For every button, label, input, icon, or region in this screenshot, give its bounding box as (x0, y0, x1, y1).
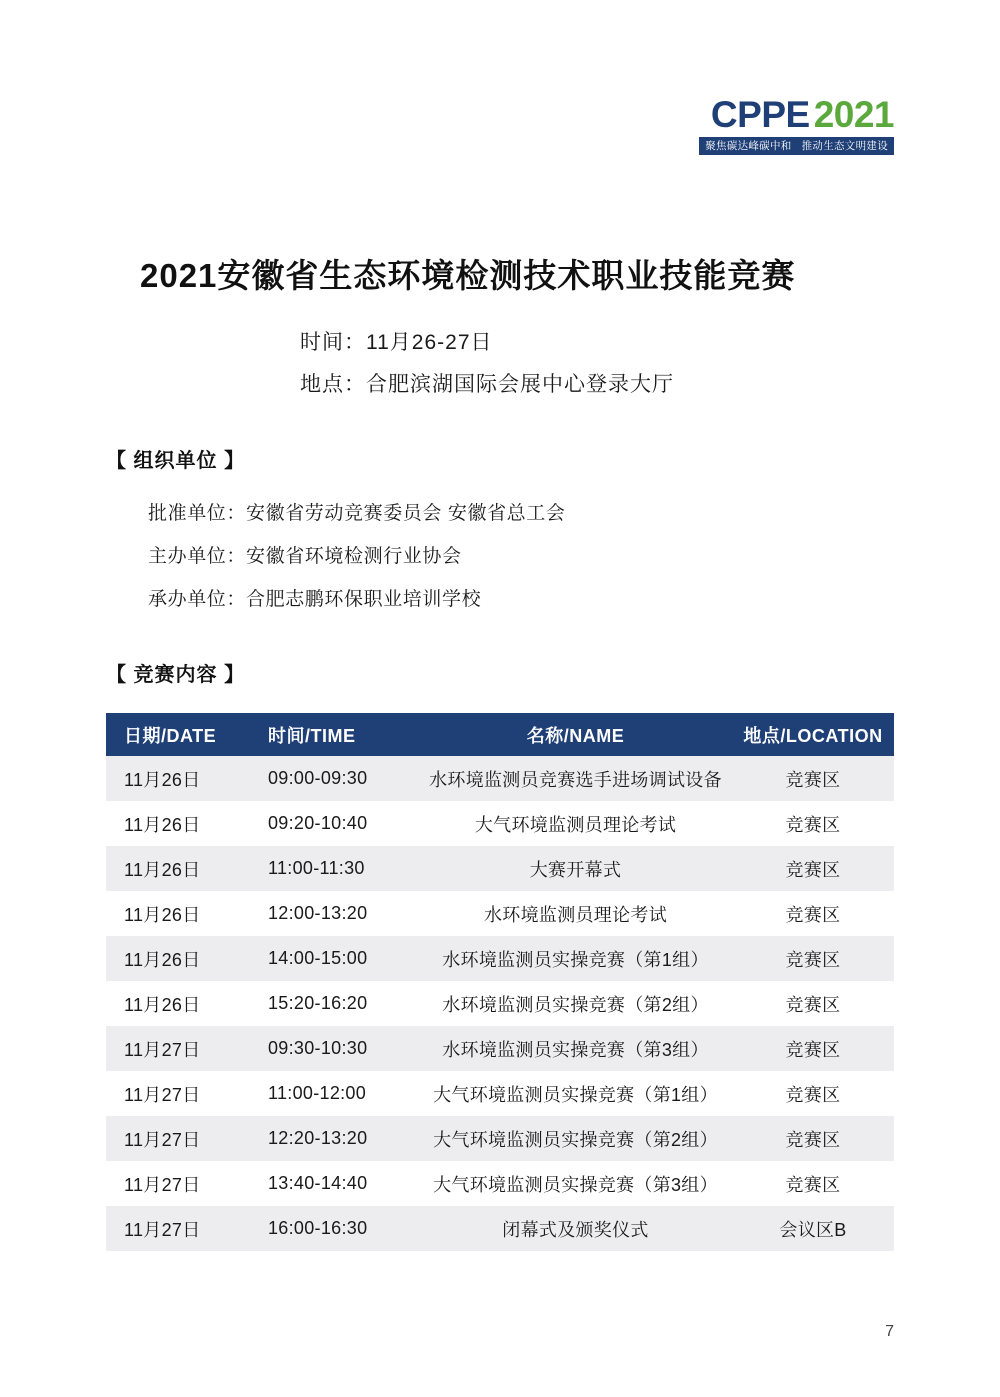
event-time-line: 时间：11月26-27日 (300, 331, 493, 354)
cell-location: 竞赛区 (732, 1161, 894, 1206)
cell-date: 11月27日 (106, 1161, 260, 1206)
cell-name: 水环境监测员实操竞赛（第2组） (419, 981, 732, 1026)
organizer-item: 主办单位：安徽省环境检测行业协会 (148, 546, 462, 567)
cell-date: 11月26日 (106, 891, 260, 936)
schedule-table (106, 713, 894, 1251)
table-row (106, 891, 894, 936)
event-meta (300, 322, 674, 406)
cell-location: 竞赛区 (732, 891, 894, 936)
cell-date: 11月27日 (106, 1206, 260, 1251)
cell-name: 水环境监测员实操竞赛（第3组） (419, 1026, 732, 1071)
logo-wordmark (699, 96, 894, 133)
cell-location: 竞赛区 (732, 846, 894, 891)
cell-date: 11月26日 (106, 936, 260, 981)
page-title: 2021安徽省生态环境检测技术职业技能竞赛 (140, 257, 796, 295)
column-header-location: 地点/LOCATION (732, 713, 894, 756)
event-place-line: 地点：合肥滨湖国际会展中心登录大厅 (300, 373, 674, 396)
cell-date: 11月26日 (106, 801, 260, 846)
cell-name: 大气环境监测员实操竞赛（第2组） (419, 1116, 732, 1161)
schedule-table-wrap (106, 713, 894, 1251)
table-row (106, 1161, 894, 1206)
cell-name: 水环境监测员竞赛选手进场调试设备 (419, 756, 732, 801)
logo-year-text: 2021 (813, 94, 894, 135)
table-row (106, 981, 894, 1026)
table-row (106, 1206, 894, 1251)
cell-time: 09:20-10:40 (260, 801, 419, 846)
organizer-list (148, 492, 565, 621)
cell-location: 竞赛区 (732, 1116, 894, 1161)
table-header-row (106, 713, 894, 756)
section-heading-organizers: 【 组织单位 】 (106, 450, 246, 472)
logo-brand-text: CPPE (710, 94, 810, 135)
cell-time: 15:20-16:20 (260, 981, 419, 1026)
cell-time: 14:00-15:00 (260, 936, 419, 981)
cell-location: 竞赛区 (732, 936, 894, 981)
cell-location: 会议区B (732, 1206, 894, 1251)
table-row (106, 756, 894, 801)
cell-name: 闭幕式及颁奖仪式 (419, 1206, 732, 1251)
cell-time: 11:00-12:00 (260, 1071, 419, 1116)
logo-tagline-left: 聚焦碳达峰碳中和 (705, 140, 792, 152)
page-number: 7 (885, 1323, 894, 1340)
table-row (106, 801, 894, 846)
table-row (106, 1071, 894, 1116)
cell-time: 13:40-14:40 (260, 1161, 419, 1206)
cell-location: 竞赛区 (732, 1071, 894, 1116)
cell-name: 大气环境监测员理论考试 (419, 801, 732, 846)
cppe-logo (699, 96, 894, 155)
cell-time: 09:30-10:30 (260, 1026, 419, 1071)
logo-tagline-bar (699, 137, 894, 155)
cell-location: 竞赛区 (732, 801, 894, 846)
cell-time: 12:00-13:20 (260, 891, 419, 936)
cell-location: 竞赛区 (732, 1026, 894, 1071)
cell-name: 水环境监测员实操竞赛（第1组） (419, 936, 732, 981)
cell-date: 11月26日 (106, 756, 260, 801)
column-header-name: 名称/NAME (419, 713, 732, 756)
table-body (106, 756, 894, 1251)
table-row (106, 846, 894, 891)
cell-location: 竞赛区 (732, 756, 894, 801)
cell-date: 11月26日 (106, 846, 260, 891)
section-heading-content: 【 竞赛内容 】 (106, 664, 246, 686)
table-row (106, 1116, 894, 1161)
organizer-item: 承办单位：合肥志鹏环保职业培训学校 (148, 589, 482, 610)
cell-date: 11月27日 (106, 1116, 260, 1161)
cell-time: 09:00-09:30 (260, 756, 419, 801)
table-head (106, 713, 894, 756)
cell-name: 水环境监测员理论考试 (419, 891, 732, 936)
cell-time: 11:00-11:30 (260, 846, 419, 891)
logo-tagline-right: 推动生态文明建设 (801, 140, 888, 152)
cell-name: 大气环境监测员实操竞赛（第3组） (419, 1161, 732, 1206)
cell-time: 12:20-13:20 (260, 1116, 419, 1161)
cell-name: 大赛开幕式 (419, 846, 732, 891)
column-header-date: 日期/DATE (106, 713, 260, 756)
table-row (106, 1026, 894, 1071)
cell-name: 大气环境监测员实操竞赛（第1组） (419, 1071, 732, 1116)
cell-time: 16:00-16:30 (260, 1206, 419, 1251)
cell-date: 11月26日 (106, 981, 260, 1026)
cell-date: 11月27日 (106, 1026, 260, 1071)
column-header-time: 时间/TIME (260, 713, 419, 756)
cell-date: 11月27日 (106, 1071, 260, 1116)
organizer-item: 批准单位：安徽省劳动竞赛委员会 安徽省总工会 (148, 503, 566, 524)
table-row (106, 936, 894, 981)
cell-location: 竞赛区 (732, 981, 894, 1026)
